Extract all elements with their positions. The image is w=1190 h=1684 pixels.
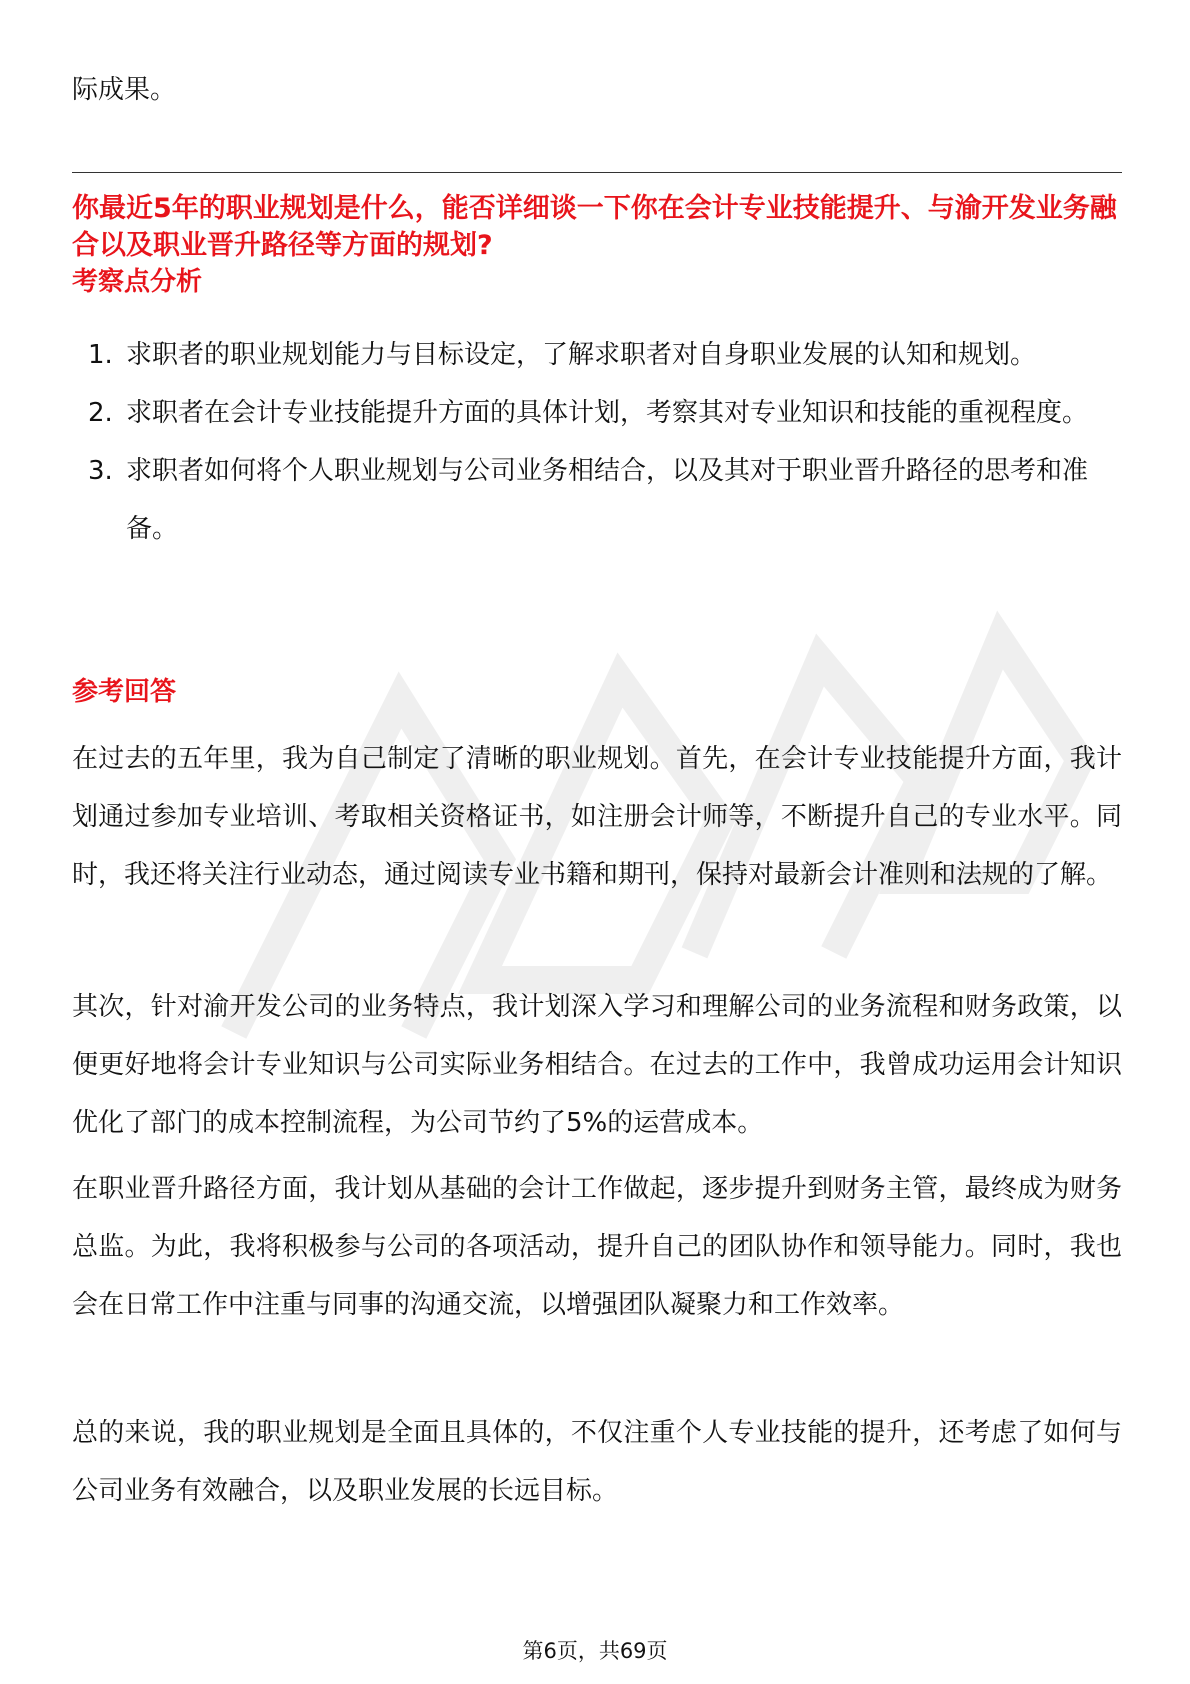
list-item-number: 2. bbox=[88, 398, 113, 428]
list-item bbox=[72, 442, 1122, 558]
list-item-number: 1. bbox=[88, 340, 113, 370]
list-item-text: 求职者的职业规划能力与目标设定，了解求职者对自身职业发展的认知和规划。 bbox=[126, 340, 1037, 370]
question-heading: 你最近5年的职业规划是什么，能否详细谈一下你在会计专业技能提升、与渝开发业务融合以及职业晋升路径等方面的规划? bbox=[72, 193, 1117, 261]
analysis-list bbox=[72, 326, 1122, 558]
list-item-text: 求职者在会计专业技能提升方面的具体计划，考察其对专业知识和技能的重视程度。 bbox=[126, 398, 1089, 428]
answer-paragraph: 总的来说，我的职业规划是全面且具体的，不仅注重个人专业技能的提升，还考虑了如何与公司业务有效融合，以及职业发展的长远目标。 bbox=[72, 1418, 1122, 1506]
previous-answer-tail: 际成果。 bbox=[72, 75, 177, 105]
answer-paragraph: 在职业晋升路径方面，我计划从基础的会计工作做起，逐步提升到财务主管，最终成为财务总监。为此，我将积极参与公司的各项活动，提升自己的团队协作和领导能力。同时，我也会在日常工作中注重与同事的沟通交流，以增强团队凝聚力和工作效率。 bbox=[72, 1174, 1122, 1320]
section-divider bbox=[72, 172, 1122, 173]
list-item bbox=[72, 326, 1122, 384]
answer-paragraph: 其次，针对渝开发公司的业务特点，我计划深入学习和理解公司的业务流程和财务政策，以便更好地将会计专业知识与公司实际业务相结合。在过去的工作中，我曾成功运用会计知识优化了部门的成本控制流程，为公司节约了5%的运营成本。 bbox=[72, 992, 1122, 1138]
page-footer: 第6页，共69页 bbox=[522, 1639, 668, 1663]
list-item-number: 3. bbox=[88, 456, 113, 486]
answer-paragraph: 在过去的五年里，我为自己制定了清晰的职业规划。首先，在会计专业技能提升方面，我计划通过参加专业培训、考取相关资格证书，如注册会计师等，不断提升自己的专业水平。同时，我还将关注行业动态，通过阅读专业书籍和期刊，保持对最新会计准则和法规的了解。 bbox=[72, 744, 1122, 890]
analysis-heading: 考察点分析 bbox=[72, 267, 203, 297]
list-item bbox=[72, 384, 1122, 442]
list-item-text: 求职者如何将个人职业规划与公司业务相结合，以及其对于职业晋升路径的思考和准备。 bbox=[126, 456, 1089, 544]
answer-heading: 参考回答 bbox=[72, 677, 177, 707]
